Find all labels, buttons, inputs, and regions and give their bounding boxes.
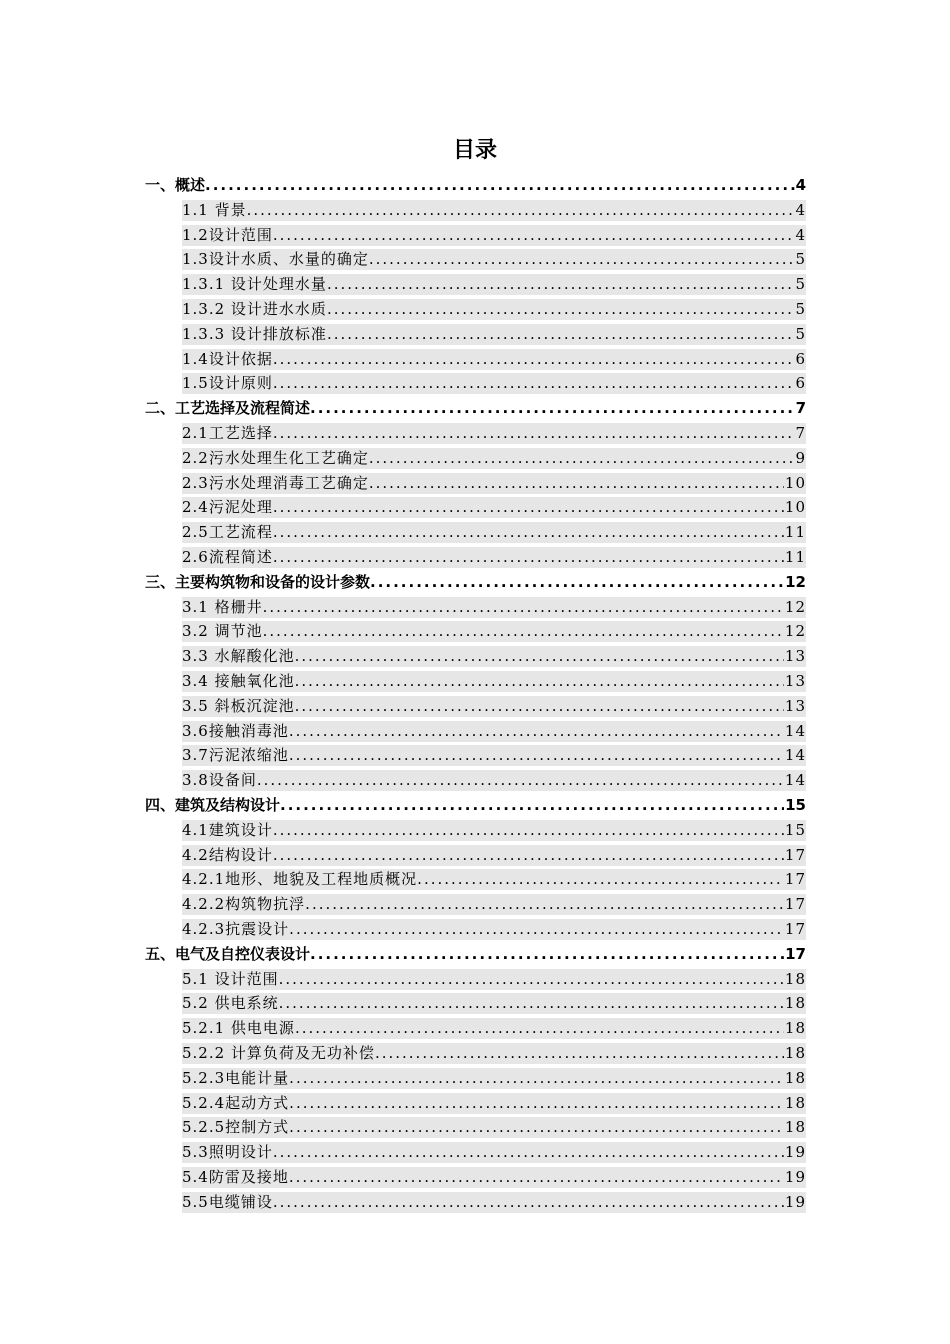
toc-entry-label: 4.2.1地形、地貌及工程地质概况 [182,870,418,889]
toc-page-number: 12 [785,572,806,591]
toc-page-number: 5 [795,300,806,318]
toc-dot-leader [263,597,784,618]
toc-page-number: 18 [784,994,806,1013]
toc-entry-label: 5.2.2 计算负荷及无功补偿 [182,1044,375,1062]
toc-dot-leader [289,919,784,940]
toc-entry-label: 四、建筑及结构设计 [145,796,281,814]
toc-entry-label: 3.8设备间 [182,771,257,790]
toc-dot-leader [273,1192,784,1213]
toc-entry-label: 2.6流程简述 [182,548,273,566]
toc-page-number: 13 [784,647,806,666]
toc-section-entry[interactable] [182,1043,806,1064]
toc-chapter-entry[interactable] [145,398,806,419]
toc-entry-label: 2.5工艺流程 [182,523,273,542]
toc-dot-leader [273,349,795,370]
toc-page-number: 18 [784,969,806,988]
toc-page-number: 17 [784,845,806,864]
toc-section-entry[interactable] [182,919,806,940]
toc-section-entry[interactable] [182,497,806,518]
toc-dot-leader [289,1068,784,1089]
toc-entry-label: 1.1 背景 [182,200,247,219]
toc-page-number: 19 [784,1143,806,1162]
toc-page-number: 11 [784,548,806,566]
toc-dot-leader [310,944,784,965]
toc-dot-leader [280,795,784,816]
toc-dot-leader [273,497,784,518]
toc-entry-label: 5.2.3电能计量 [182,1068,290,1087]
toc-dot-leader [295,646,784,667]
toc-page-number: 5 [795,324,806,343]
toc-dot-leader [279,993,784,1014]
toc-chapter-entry[interactable] [145,944,806,965]
toc-entry-label: 2.1工艺选择 [182,424,273,442]
toc-section-entry[interactable] [182,324,806,345]
toc-page-number: 18 [784,1068,806,1087]
toc-page-number: 14 [784,771,806,790]
toc-page-number: 12 [784,597,806,616]
toc-section-entry[interactable] [182,249,806,270]
toc-dot-leader [273,522,784,543]
toc-page-number: 15 [785,796,806,814]
toc-entry-label: 5.2.4起动方式 [182,1093,290,1112]
toc-dot-leader [273,1142,784,1163]
toc-section-entry[interactable] [182,1142,806,1163]
toc-dot-leader [369,473,784,494]
toc-section-entry[interactable] [182,1192,806,1213]
toc-title: 目录 [452,138,497,163]
toc-section-entry[interactable] [182,721,806,742]
toc-section-entry[interactable] [182,299,806,320]
toc-page-number: 14 [784,721,806,740]
toc-entry-label: 2.4污泥处理 [182,498,273,517]
toc-dot-leader [289,721,784,742]
toc-entry-label: 5.1 设计范围 [182,969,279,988]
toc-page-number: 6 [795,374,806,393]
toc-page-number: 13 [784,672,806,690]
toc-dot-leader [375,1043,784,1064]
toc-page-number: 19 [784,1168,806,1186]
toc-page-number: 4 [795,225,806,244]
toc-page-number: 17 [784,895,806,914]
toc-dot-leader [247,200,795,221]
toc-section-entry[interactable] [182,869,806,890]
toc-section-entry[interactable] [182,225,806,246]
toc-section-entry[interactable] [182,349,806,370]
toc-page-number: 18 [784,1019,806,1038]
toc-entry-label: 5.2.1 供电电源 [182,1019,295,1038]
toc-dot-leader [295,1018,784,1039]
toc-entry-label: 1.5设计原则 [182,374,273,393]
toc-chapter-entry[interactable] [145,795,806,816]
toc-section-entry[interactable] [182,200,806,221]
toc-entry-label: 1.3设计水质、水量的确定 [182,250,369,269]
toc-entry-label: 4.2.2构筑物抗浮 [182,895,306,914]
toc-entry-label: 4.2.3抗震设计 [182,920,290,938]
toc-page-number: 7 [795,399,806,418]
toc-section-entry[interactable] [182,1068,806,1089]
toc-section-entry[interactable] [182,473,806,494]
toc-page-number: 19 [784,1192,806,1211]
toc-entry-label: 2.3污水处理消毒工艺确定 [182,473,369,492]
toc-section-entry[interactable] [182,745,806,766]
toc-dot-leader [257,770,784,791]
toc-entry-label: 3.1 格栅井 [182,597,263,616]
toc-page-number: 6 [795,349,806,368]
toc-dot-leader [273,225,795,246]
toc-page-number: 4 [795,176,806,194]
toc-entry-label: 1.4设计依据 [182,349,273,368]
toc-page-number: 10 [784,498,806,517]
toc-entry-label: 二、工艺选择及流程简述 [145,399,311,418]
toc-page-number: 18 [784,1118,806,1137]
toc-dot-leader [289,1167,784,1188]
toc-dot-leader [295,671,784,692]
toc-dot-leader [370,572,784,593]
toc-section-entry[interactable] [182,1018,806,1039]
toc-section-entry[interactable] [182,373,806,394]
toc-page-number: 14 [784,746,806,765]
toc-page-number: 11 [784,523,806,542]
toc-entry-label: 3.3 水解酸化池 [182,647,295,666]
toc-dot-leader [417,869,784,890]
toc-dot-leader [305,894,784,915]
toc-section-entry[interactable] [182,1093,806,1114]
toc-entry-label: 5.5电缆铺设 [182,1192,273,1211]
toc-dot-leader [205,175,795,196]
toc-dot-leader [273,373,795,394]
toc-section-entry[interactable] [182,646,806,667]
toc-page-number: 17 [784,870,806,889]
toc-entry-label: 3.6接触消毒池 [182,721,289,740]
toc-chapter-entry[interactable] [145,572,806,593]
toc-dot-leader [327,274,795,295]
toc-page-number: 5 [795,275,806,294]
toc-dot-leader [273,845,784,866]
toc-page-number: 18 [784,1093,806,1112]
toc-dot-leader [273,547,784,568]
toc-dot-leader [369,448,795,469]
toc-section-entry[interactable] [182,696,806,717]
toc-page-number: 12 [784,622,806,641]
toc-section-entry[interactable] [182,597,806,618]
toc-section-entry[interactable] [182,969,806,990]
toc-section-entry[interactable] [182,547,806,568]
toc-dot-leader [289,1093,784,1114]
toc-dot-leader [310,398,795,419]
toc-page-number: 17 [784,920,806,938]
toc-entry-label: 5.3照明设计 [182,1143,273,1162]
toc-page-number: 9 [795,448,806,467]
toc-entry-label: 1.2设计范围 [182,225,273,244]
toc-entry-label: 5.2 供电系统 [182,994,279,1013]
toc-page-number: 10 [784,473,806,492]
toc-dot-leader [295,696,784,717]
toc-dot-leader [273,820,784,841]
toc-page-number: 15 [784,820,806,839]
toc-section-entry[interactable] [182,621,806,642]
toc-section-entry[interactable] [182,770,806,791]
toc-section-entry[interactable] [182,820,806,841]
toc-page-number: 7 [795,424,806,442]
toc-page-number: 5 [795,250,806,269]
toc-dot-leader [369,249,795,270]
toc-section-entry[interactable] [182,894,806,915]
toc-entry-label: 5.2.5控制方式 [182,1118,290,1137]
toc-entry-label: 五、电气及自控仪表设计 [145,944,311,963]
toc-entry-label: 1.3.2 设计进水水质 [182,300,327,318]
toc-page-number: 17 [785,944,806,963]
toc-dot-leader [289,1117,784,1138]
toc-section-entry[interactable] [182,448,806,469]
toc-entry-label: 2.2污水处理生化工艺确定 [182,448,369,467]
toc-page-number: 18 [784,1044,806,1062]
toc-section-entry[interactable] [182,845,806,866]
toc-dot-leader [279,969,784,990]
toc-entry-label: 一、概述 [145,176,206,194]
toc-section-entry[interactable] [182,671,806,692]
toc-entry-label: 三、主要构筑物和设备的设计参数 [145,572,371,591]
toc-entry-label: 3.5 斜板沉淀池 [182,696,295,715]
toc-chapter-entry[interactable] [145,175,806,196]
toc-dot-leader [327,299,795,320]
toc-section-entry[interactable] [182,1117,806,1138]
toc-page-number: 13 [784,696,806,715]
toc-entry-label: 3.7污泥浓缩池 [182,746,289,765]
toc-page-number: 4 [795,200,806,219]
toc-section-entry[interactable] [182,993,806,1014]
toc-dot-leader [289,745,784,766]
toc-entry-label: 1.3.1 设计处理水量 [182,275,327,294]
toc-dot-leader [263,621,784,642]
toc-entry-label: 3.4 接触氧化池 [182,672,295,690]
toc-entry-label: 3.2 调节池 [182,622,263,641]
toc-section-entry[interactable] [182,1167,806,1188]
toc-entry-label: 1.3.3 设计排放标准 [182,324,327,343]
toc-section-entry[interactable] [182,274,806,295]
toc-dot-leader [273,423,795,444]
toc-dot-leader [327,324,795,345]
toc-entry-label: 4.2结构设计 [182,845,273,864]
toc-section-entry[interactable] [182,423,806,444]
toc-entry-label: 4.1建筑设计 [182,820,273,839]
toc-entry-label: 5.4防雷及接地 [182,1168,289,1186]
toc-section-entry[interactable] [182,522,806,543]
